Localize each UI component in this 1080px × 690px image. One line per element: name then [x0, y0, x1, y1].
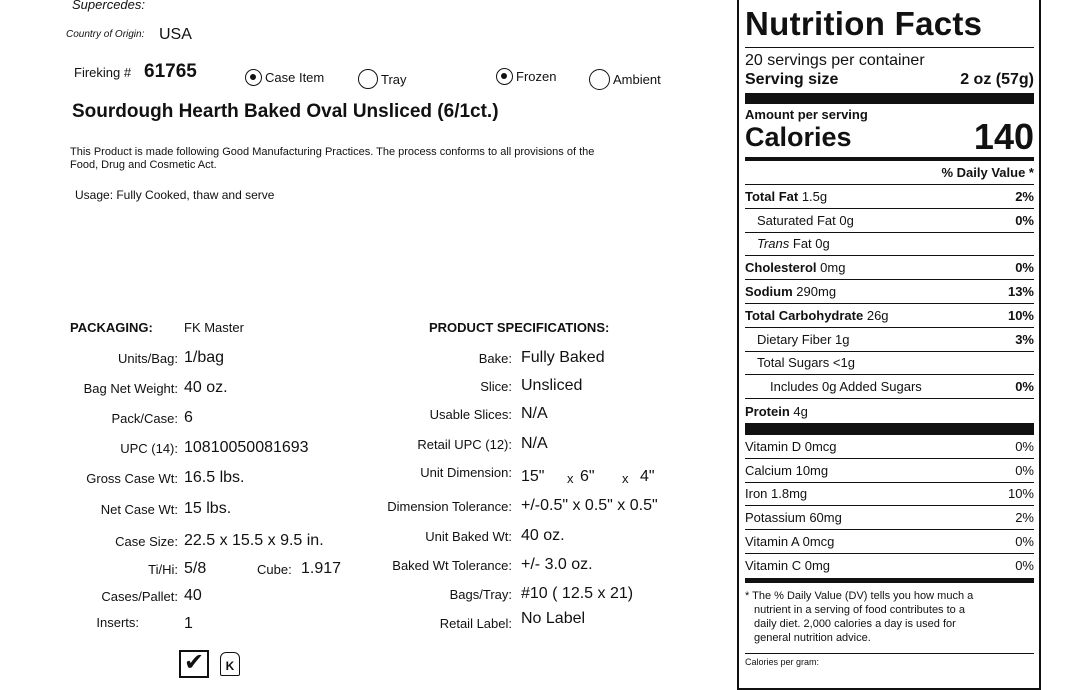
nutrient-amount: 1.5g — [801, 188, 828, 204]
nutrient-row — [745, 399, 1034, 423]
footnote-line: general nutrition advice. — [754, 631, 871, 644]
nutrient-dv: 10% — [1007, 307, 1034, 323]
spec-value: No Label — [521, 610, 586, 627]
vitamin-amount: 60mg — [809, 510, 842, 526]
serving-size-row — [745, 70, 1034, 89]
pkg-value: 6 — [184, 409, 193, 426]
packaging-master: FK Master — [184, 320, 244, 335]
vitamin-name: Vitamin D — [745, 438, 802, 454]
dim-height: 4" — [640, 468, 655, 485]
nutrient-name: Trans — [757, 236, 790, 252]
gmp-statement — [70, 146, 594, 172]
nutrient-name: Dietary Fiber — [757, 331, 832, 347]
spec-value: N/A — [521, 435, 548, 452]
pkg-value: 15 lbs. — [184, 500, 232, 517]
calories-label: Calories — [745, 122, 852, 152]
nutrient-row — [745, 209, 1034, 233]
vitamin-amount: 10mg — [795, 462, 829, 478]
nutrient-name: Total Fat — [745, 188, 799, 204]
vitamin-dv: 0% — [1015, 558, 1034, 574]
pkg-label: Ti/Hi: — [148, 562, 178, 577]
servings-per-container: 20 servings per container — [745, 52, 925, 69]
calories-per-gram: Calories per gram: — [745, 656, 820, 667]
nutrient-dv: 0% — [1015, 212, 1034, 228]
nutrient-amount: Fat 0g — [792, 236, 830, 252]
pkg-label: Net Case Wt: — [100, 502, 178, 517]
divider — [745, 93, 1034, 104]
option-label: Frozen — [516, 69, 557, 84]
calories-value: 140 — [973, 116, 1034, 157]
divider — [745, 47, 1034, 48]
vitamin-row — [745, 506, 1034, 530]
nutrient-row — [745, 280, 1034, 304]
pkg-label: Units/Bag: — [118, 351, 178, 366]
vitamin-dv: 0% — [1015, 438, 1034, 454]
pkg-value: 1/bag — [184, 349, 225, 366]
option-case-item[interactable] — [245, 69, 324, 86]
pkg-label: UPC (14): — [120, 441, 178, 456]
pkg-label: Case Size: — [115, 534, 178, 549]
spec-label: Baked Wt Tolerance: — [392, 558, 512, 573]
pkg-value: 10810050081693 — [184, 439, 309, 456]
vitamin-amount: 0mg — [804, 558, 831, 574]
vitamin-name: Iron — [745, 486, 768, 502]
cube-label: Cube: — [257, 562, 292, 577]
footnote-line: nutrient in a serving of food contributes to a — [754, 603, 965, 616]
divider — [745, 578, 1034, 583]
vitamin-name: Vitamin A — [745, 534, 799, 550]
nutrient-name: Total Sugars — [757, 355, 830, 371]
product-title: Sourdough Hearth Baked Oval Unsliced (6/1ct.) — [72, 101, 499, 122]
nutrient-name: Sodium — [745, 284, 793, 300]
vitamin-name: Vitamin C — [745, 558, 802, 574]
origin-label: Country of Origin: — [66, 29, 145, 40]
supercedes-label: Supercedes: — [72, 0, 145, 12]
nutrient-amount: 290mg — [796, 284, 837, 300]
nutrient-amount: 0mg — [820, 260, 846, 276]
nutrient-row — [745, 233, 1034, 257]
nutrient-row — [745, 375, 1034, 399]
spec-value: Unsliced — [521, 377, 583, 394]
vitamin-row — [745, 435, 1034, 459]
spec-value: Fully Baked — [521, 349, 605, 366]
nutrient-dv: 0% — [1015, 260, 1034, 276]
dim-length: 15" — [521, 468, 545, 485]
option-label: Tray — [381, 71, 407, 87]
vitamin-dv: 2% — [1015, 510, 1034, 526]
nutrient-row — [745, 185, 1034, 209]
vitamin-dv: 0% — [1015, 534, 1034, 550]
spec-value: #10 ( 12.5 x 21) — [521, 585, 634, 602]
nutrient-row — [745, 352, 1034, 376]
spec-label: Retail UPC (12): — [417, 437, 512, 452]
option-label: Case Item — [265, 70, 325, 85]
calories-row — [745, 116, 1034, 157]
nutrient-amount: 1g — [835, 331, 850, 347]
dim-x: x — [622, 471, 629, 486]
pkg-label: Gross Case Wt: — [86, 471, 178, 486]
vitamin-amount: 0mcg — [804, 438, 837, 454]
divider — [745, 653, 1034, 654]
radio-selected-icon — [245, 69, 262, 86]
origin-value: USA — [159, 26, 192, 43]
nutrient-amount: 4g — [793, 403, 808, 419]
radio-unselected-icon — [589, 69, 610, 90]
spec-value: N/A — [521, 405, 548, 422]
dim-width: 6" — [580, 468, 595, 485]
daily-value-header: % Daily Value * — [745, 161, 1034, 185]
spec-label: Slice: — [480, 379, 512, 394]
nutrient-amount: 26g — [866, 307, 889, 323]
option-label: Ambient — [613, 72, 661, 87]
spec-label: Bags/Tray: — [449, 587, 512, 602]
cube-value: 1.917 — [301, 560, 342, 577]
kosher-icon: K — [220, 652, 240, 676]
option-frozen[interactable] — [496, 68, 556, 85]
nutrient-name: Saturated Fat — [757, 212, 836, 228]
nutrient-row — [745, 304, 1034, 328]
spec-label: Bake: — [478, 351, 512, 366]
spec-value: +/-0.5" x 0.5" x 0.5" — [521, 497, 658, 514]
spec-label: Unit Baked Wt: — [425, 529, 512, 544]
pkg-label: Inserts: — [96, 615, 139, 630]
spec-label: Unit Dimension: — [420, 465, 512, 480]
amount-per-serving: Amount per serving — [745, 107, 868, 122]
vitamin-dv: 0% — [1015, 462, 1034, 478]
nutrient-dv: 0% — [1015, 379, 1034, 395]
footnote-line: * The % Daily Value (DV) tells you how much a — [745, 589, 974, 602]
option-ambient[interactable] — [589, 69, 661, 90]
vitamin-amount: 0mcg — [802, 534, 835, 550]
pkg-value: 16.5 lbs. — [184, 469, 245, 486]
spec-label: Dimension Tolerance: — [387, 499, 512, 514]
nutrient-amount: 0g — [839, 212, 854, 228]
dim-x: x — [567, 471, 574, 486]
vitamin-row — [745, 459, 1034, 483]
vitamin-row — [745, 483, 1034, 507]
pkg-value: 40 — [184, 587, 202, 604]
nutrient-dv: 2% — [1015, 188, 1034, 204]
fireking-label: Fireking # — [74, 65, 132, 80]
nutrient-dv: 13% — [1007, 284, 1034, 300]
pkg-label: Cases/Pallet: — [101, 589, 178, 604]
gmp-line: This Product is made following Good Manufacturing Practices. The process conforms to all provisions of the — [70, 146, 595, 158]
footnote-line: daily diet. 2,000 calories a day is used for — [754, 617, 956, 630]
option-tray[interactable] — [358, 69, 407, 89]
radio-selected-icon — [496, 68, 513, 85]
pkg-value: 22.5 x 15.5 x 9.5 in. — [184, 532, 324, 549]
footnote — [745, 589, 1034, 645]
nutrient-name: Includes 0g Added Sugars — [770, 379, 922, 395]
vitamin-row — [745, 554, 1034, 578]
spec-value: 40 oz. — [521, 527, 565, 544]
spec-label: Usable Slices: — [429, 407, 512, 422]
nutrient-name: Protein — [745, 403, 790, 419]
nutrition-title: Nutrition Facts — [745, 5, 983, 42]
radio-unselected-icon — [358, 69, 378, 89]
nutrient-row — [745, 256, 1034, 280]
nutrient-row — [745, 328, 1034, 352]
pkg-label: Bag Net Weight: — [83, 381, 178, 396]
pkg-label: Pack/Case: — [111, 411, 178, 426]
spec-value: +/- 3.0 oz. — [521, 556, 593, 573]
nutrient-name: Cholesterol — [745, 260, 817, 276]
nutrient-name: Total Carbohydrate — [745, 307, 864, 323]
serving-size-label: Serving size — [745, 71, 839, 88]
spec-label: Retail Label: — [439, 616, 512, 631]
fireking-number: 61765 — [144, 61, 197, 82]
vitamin-row — [745, 530, 1034, 554]
pkg-value: 40 oz. — [184, 379, 228, 396]
pkg-value: 1 — [184, 615, 193, 632]
pkg-value: 5/8 — [184, 560, 207, 577]
vitamin-name: Calcium — [745, 462, 792, 478]
vitamin-amount: 1.8mg — [771, 486, 808, 502]
check-icon: ✔ — [179, 650, 209, 678]
nutrient-amount: <1g — [832, 355, 855, 371]
specs-heading: PRODUCT SPECIFICATIONS: — [429, 320, 610, 335]
nutrition-facts-panel — [737, 0, 1041, 690]
vitamin-dv: 10% — [1007, 486, 1034, 502]
gmp-line: Food, Drug and Cosmetic Act. — [70, 159, 217, 171]
packaging-heading: PACKAGING: — [70, 320, 153, 335]
vitamin-name: Potassium — [745, 510, 806, 526]
serving-size-value: 2 oz (57g) — [960, 71, 1034, 88]
divider — [745, 423, 1034, 435]
nutrient-dv: 3% — [1015, 331, 1034, 347]
usage-text: Usage: Fully Cooked, thaw and serve — [75, 188, 275, 202]
